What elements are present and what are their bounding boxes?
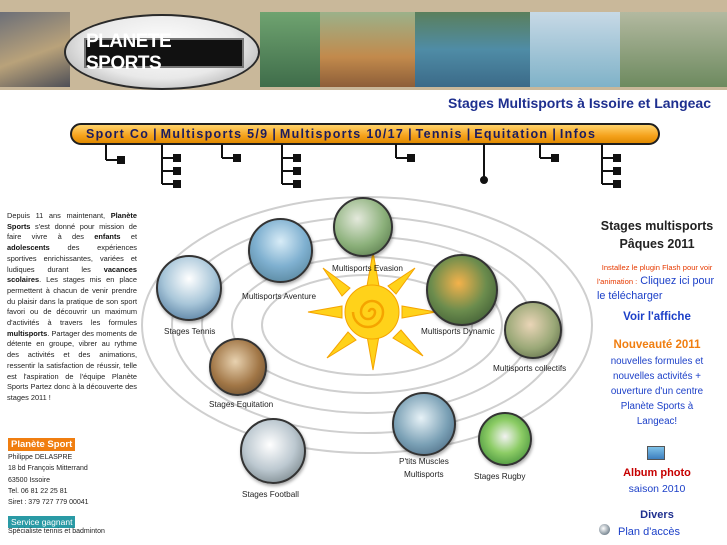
activity-dynamic-image[interactable]: [426, 254, 498, 326]
activity-dynamic-label[interactable]: Multisports Dynamic: [421, 327, 495, 336]
access-map-link[interactable]: Plan d'accès: [618, 526, 681, 538]
logo-text: PLANETE SPORTS: [86, 31, 172, 74]
nav-equitation[interactable]: Equitation: [474, 127, 549, 141]
intro-text-part: s'est donné pour mission de faire vivre à des: [7, 221, 137, 242]
nav-infos[interactable]: Infos: [559, 127, 597, 141]
activity-evasion-label[interactable]: Multisports Evasion: [332, 264, 403, 273]
service-gagnant-tag[interactable]: Service gagnant: [8, 516, 75, 528]
intro-text-part: des expériences sportives enrichissantes, variées et ludiques durant les: [7, 243, 137, 274]
contact-city: 63500 Issoire: [8, 476, 51, 484]
intro-bold: adolescents: [7, 243, 50, 253]
flash-download-line1[interactable]: Cliquez ici pour: [640, 275, 715, 287]
activity-collectifs-label[interactable]: Multisports collectifs: [493, 364, 567, 373]
activity-tennis-label[interactable]: Stages Tennis: [164, 327, 216, 336]
activity-rugby-image[interactable]: [478, 412, 532, 466]
photo-album-icon[interactable]: [647, 446, 665, 460]
contact-siret: Siret : 379 727 779 00041: [8, 499, 89, 507]
banner-photo-court: [260, 12, 320, 87]
activity-multisports-label[interactable]: Multisports: [404, 470, 444, 479]
intro-text-part: Depuis 11 ans maintenant,: [7, 211, 111, 220]
intro-text: [7, 211, 137, 404]
contact-street: 18 bd François Mitterrand: [8, 465, 88, 473]
flash-notice: [592, 262, 722, 273]
contact-address: [8, 452, 89, 508]
activity-tennis-image[interactable]: [156, 255, 222, 321]
news-title: Nouveauté 2011: [613, 339, 701, 351]
flash-notice-line1: Installez le plugin Flash pour voir: [601, 263, 713, 272]
poster-link[interactable]: Voir l'affiche: [623, 311, 691, 323]
intro-text-part: et: [120, 232, 137, 242]
news-line5[interactable]: Langeac!: [636, 416, 678, 427]
activity-football-label[interactable]: Stages Football: [242, 490, 299, 499]
activity-aventure-image[interactable]: [248, 218, 313, 283]
activity-rugby-label[interactable]: Stages Rugby: [474, 472, 526, 481]
nav-separator: |: [272, 127, 276, 141]
activity-ptits-muscles-image[interactable]: [392, 392, 456, 456]
nav-sport-co[interactable]: Sport Co: [86, 127, 150, 141]
logo[interactable]: [84, 31, 244, 74]
page-subtitle: Stages Multisports à Issoire et Langeac: [448, 95, 711, 111]
intro-bold: Planète Sports: [7, 211, 137, 231]
nav-separator: |: [466, 127, 471, 141]
news-line2[interactable]: nouvelles activités +: [613, 371, 701, 382]
flash-download-line2[interactable]: le télécharger: [597, 290, 663, 302]
planete-sport-tag: Planète Sport: [8, 438, 75, 451]
nav-multisports-5-9[interactable]: Multisports 5/9: [160, 127, 269, 141]
activity-football-image[interactable]: [240, 418, 306, 484]
news-line3[interactable]: ouverture d'un centre: [610, 386, 704, 397]
flash-download-link[interactable]: [597, 274, 727, 304]
activities-graphic: [140, 190, 595, 545]
flash-notice-line2: l'animation :: [597, 277, 638, 286]
service-gagnant-subtitle: Spécialiste tennis et badminton: [8, 528, 105, 535]
news-line4[interactable]: Planète Sports à: [620, 401, 694, 412]
intro-text-part: . Partager des moments de détente en groupe, vibrer au rythme des activités et des animations, ressentir la satisfaction de réussir, telle est l'aspiration de l'équipe Planète Sports Partez donc à la découverte des stages 2011 !: [7, 328, 137, 402]
banner-photo-players: [620, 12, 727, 87]
activity-aventure-label[interactable]: Multisports Aventure: [242, 292, 317, 301]
banner-photo-pool: [530, 12, 620, 87]
sidebar-title-line2: Pâques 2011: [619, 237, 695, 251]
intro-bold: enfants: [94, 232, 121, 242]
activity-evasion-image[interactable]: [333, 197, 393, 257]
intro-text-part: . Les stages mis en place permettent à chacun de venir prendre du plaisir dans la pratique de son sport favori ou de découvrir un maximum d'activités à travers les formules: [7, 275, 137, 328]
banner-photo-kayak: [415, 12, 530, 87]
banner-photo-field: [320, 12, 415, 87]
map-globe-icon: [599, 524, 610, 535]
intro-bold: multisports: [7, 328, 48, 338]
activity-ptits-muscles-label[interactable]: P'tits Muscles: [399, 457, 449, 466]
nav-multisports-10-17[interactable]: Multisports 10/17: [279, 127, 405, 141]
photo-album-link[interactable]: Album photo: [623, 467, 691, 479]
contact-name: Philippe DELASPRE: [8, 454, 73, 461]
nav-tennis[interactable]: Tennis: [415, 127, 463, 141]
banner-photo-gym: [0, 12, 70, 87]
header-banner: [0, 0, 727, 90]
nav-separator: |: [153, 127, 157, 141]
activity-collectifs-image[interactable]: [504, 301, 562, 359]
contact-tel: Tel. 06 81 22 25 81: [8, 487, 68, 495]
news-line1[interactable]: nouvelles formules et: [610, 356, 704, 367]
nav-separator: |: [408, 127, 412, 141]
activity-equitation-label[interactable]: Stages Equitation: [209, 400, 274, 409]
nav-separator: |: [552, 127, 556, 141]
divers-heading: Divers: [640, 509, 674, 521]
news-link[interactable]: [592, 354, 722, 429]
nav-connector-lines: [0, 140, 727, 190]
season-link[interactable]: saison 2010: [628, 483, 686, 495]
intro-bold: vacances scolaires: [7, 264, 137, 285]
sidebar-title-line1: Stages multisports: [600, 219, 714, 233]
activity-equitation-image[interactable]: [209, 338, 267, 396]
